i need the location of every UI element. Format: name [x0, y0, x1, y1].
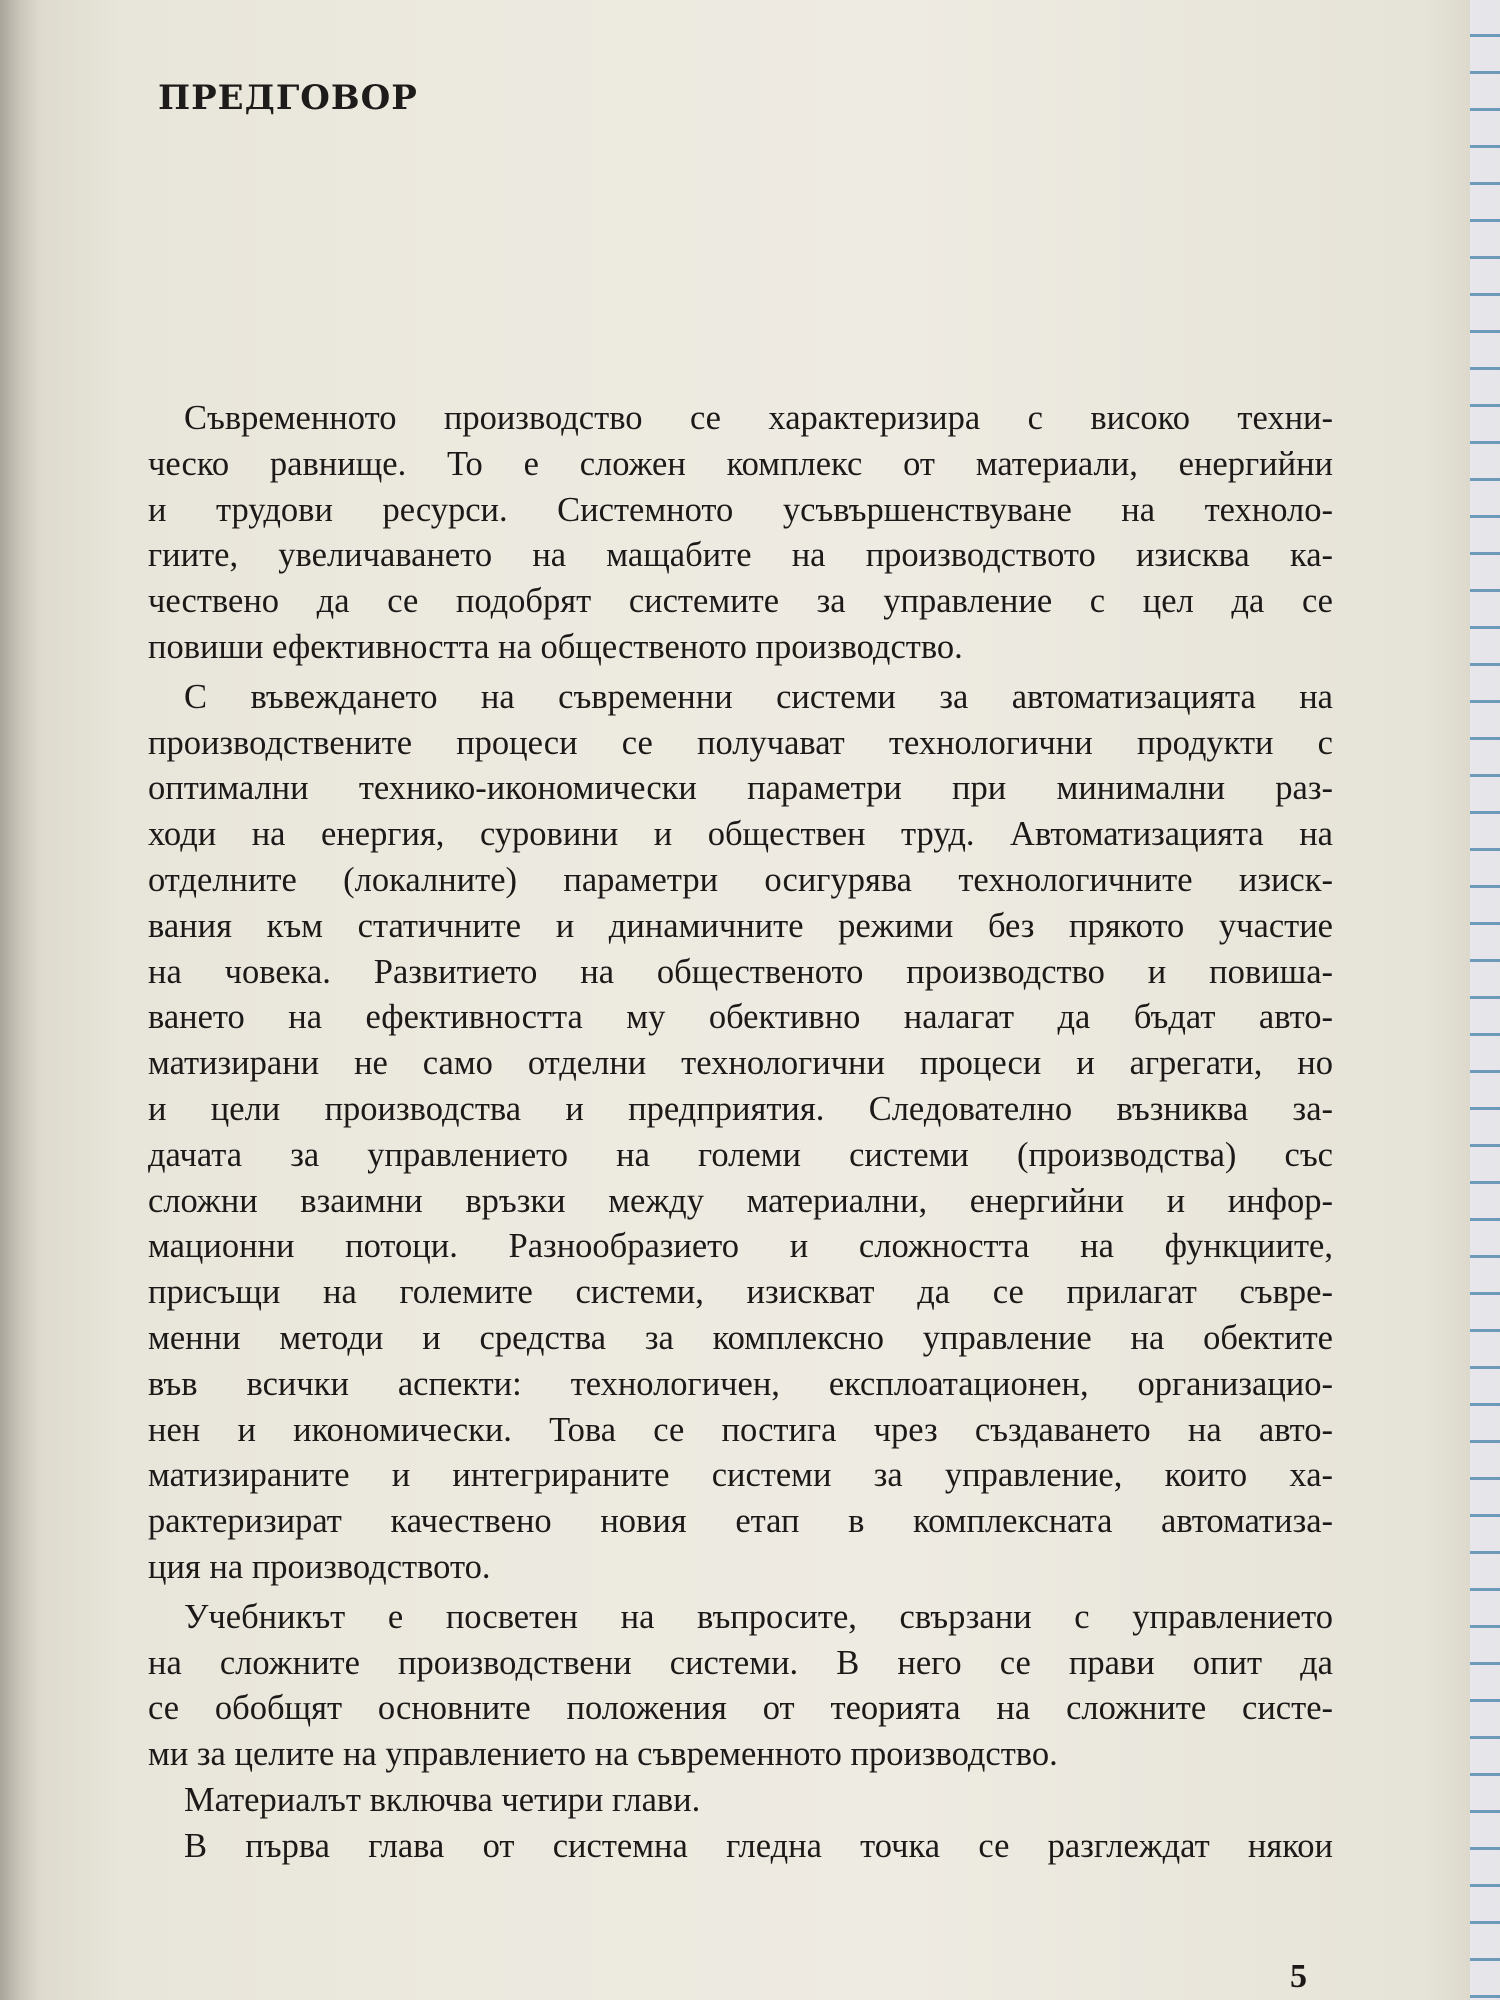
- text-line: С въвеждането на съвременни системи за автоматизацията на: [184, 677, 1333, 716]
- text-line: менни методи и средства за комплексно управление на обектите: [148, 1318, 1333, 1357]
- text-line: В първа глава от системна гледна точка се разглеждат някои: [184, 1826, 1333, 1865]
- text-line: и цели производства и предприятия. Следователно възниква за-: [148, 1089, 1333, 1128]
- text-line: гиите, увеличаването на мащабите на производството изисква ка-: [148, 536, 1333, 575]
- text-line: на човека. Развитието на общественото производство и повиша-: [148, 952, 1333, 991]
- text-line: ция на производството.: [148, 1547, 491, 1586]
- text-line: и трудови ресурси. Системното усъвършенствуване на техноло-: [148, 490, 1333, 529]
- text-line: отделните (локалните) параметри осигурява технологичните изиск-: [148, 860, 1333, 899]
- text-line: сложни взаимни връзки между материални, енергийни и инфор-: [148, 1181, 1333, 1220]
- text-line: рактеризират качествено новия етап в комплексната автоматиза-: [148, 1502, 1333, 1541]
- text-line: матизираните и интегрираните системи за управление, които ха-: [148, 1456, 1333, 1495]
- page-heading: ПРЕДГОВОР: [158, 78, 418, 118]
- text-line: оптимални технико-икономически параметри при минимални раз-: [148, 769, 1333, 808]
- text-line: матизирани не само отделни технологични процеси и агрегати, но: [148, 1044, 1333, 1083]
- text-line: Материалът включва четири глави.: [184, 1780, 701, 1819]
- text-line: Съвременното производство се характеризира с високо техни-: [184, 399, 1333, 437]
- text-line: дачата за управлението на големи системи (производства) със: [148, 1135, 1333, 1174]
- text-line: повиши ефективността на общественото производство.: [148, 627, 963, 666]
- page-number: 5: [1290, 1958, 1307, 1995]
- text-line: нен и икономически. Това се постига чрез създаването на авто-: [148, 1410, 1333, 1449]
- text-line: присъщи на големите системи, изискват да се прилагат съвре-: [148, 1273, 1333, 1312]
- text-line: мационни потоци. Разнообразието и сложността на функциите,: [148, 1227, 1333, 1266]
- body-text: [148, 396, 1333, 1870]
- text-line: чествено да се подобрят системите за управление с цел да се: [148, 582, 1333, 621]
- adjacent-notebook-edge: [1470, 0, 1500, 2000]
- text-line: ческо равнище. То е сложен комплекс от материали, енергийни: [148, 444, 1333, 483]
- text-line: ми за целите на управлението на съвременното производство.: [148, 1735, 1058, 1774]
- text-line: се обобщят основните положения от теорията на сложните систе-: [148, 1689, 1333, 1728]
- text-line: Учебникът е посветен на въпросите, свързани с управлението: [184, 1597, 1333, 1636]
- text-line: ването на ефективността му обективно налагат да бъдат авто-: [148, 998, 1333, 1037]
- text-line: ходи на енергия, суровини и обществен труд. Автоматизацията на: [148, 815, 1333, 854]
- text-line: вания към статичните и динамичните режими без прякото участие: [148, 906, 1333, 945]
- binding-shadow: [0, 0, 40, 2000]
- text-line: във всички аспекти: технологичен, експлоатационен, организацио-: [148, 1364, 1333, 1403]
- text-line: на сложните производствени системи. В него се прави опит да: [148, 1643, 1333, 1682]
- text-line: производствените процеси се получават технологични продукти с: [148, 723, 1333, 762]
